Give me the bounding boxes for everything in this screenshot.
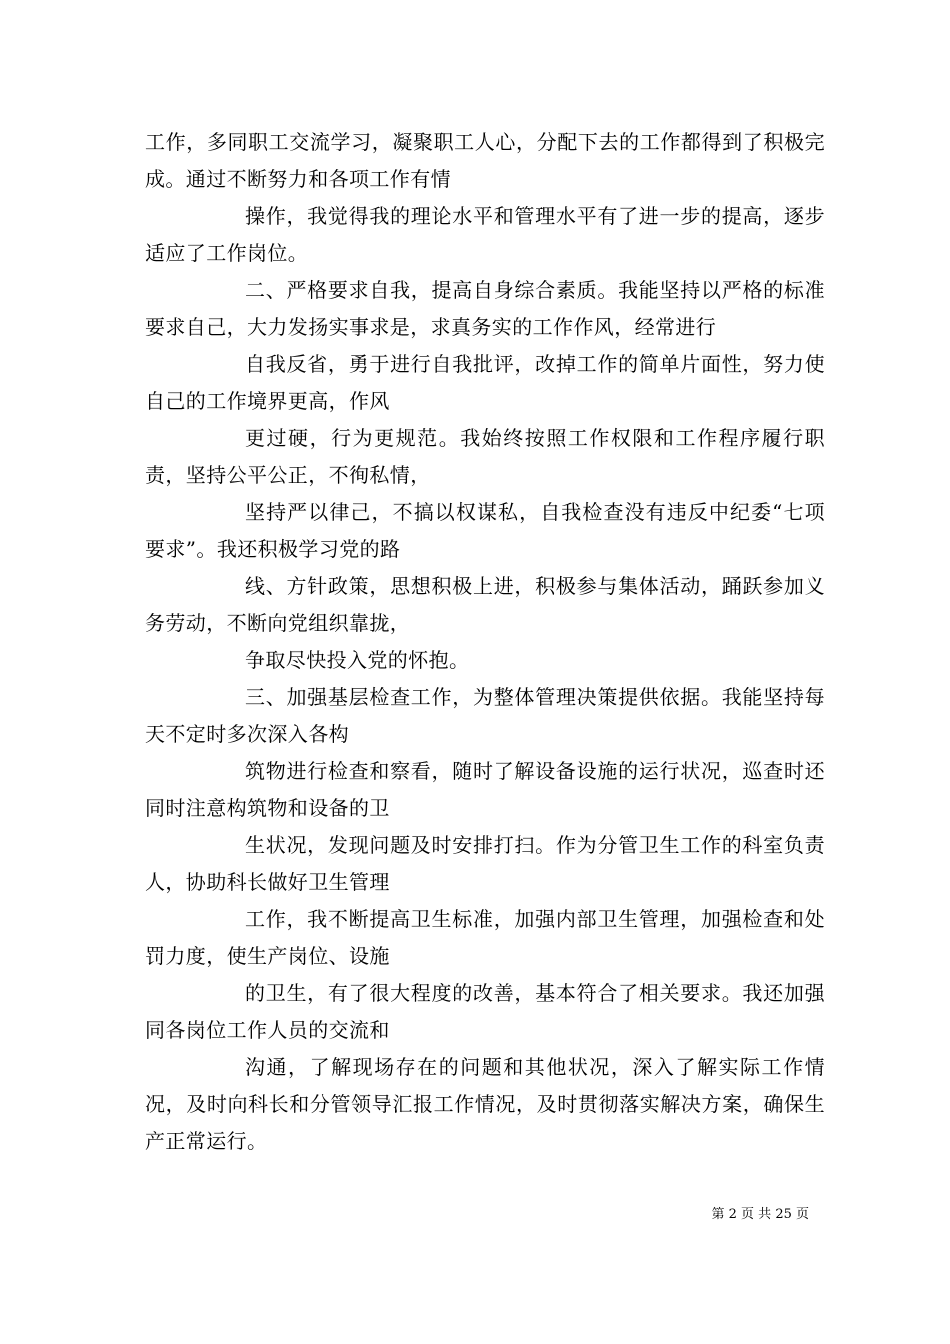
- paragraph-8: 争取尽快投入党的怀抱。: [245, 648, 470, 672]
- body-text: [145, 124, 825, 1160]
- paragraph-13: 的卫生，有了很大程度的改善，基本符合了相关要求。我还加强同各岗位工作人员的交流和: [145, 981, 825, 1042]
- paragraph-1: 工作，多同职工交流学习，凝聚职工人心，分配下去的工作都得到了积极完成。通过不断努力和各项工作有情: [145, 130, 825, 191]
- paragraph-10: 筑物进行检查和察看，随时了解设备设施的运行状况，巡查时还同时注意构筑物和设备的卫: [145, 759, 825, 820]
- paragraph-9: 三、加强基层检查工作，为整体管理决策提供依据。我能坚持每天不定时多次深入各构: [145, 685, 825, 746]
- paragraph-4: 自我反省，勇于进行自我批评，改掉工作的简单片面性，努力使自己的工作境界更高，作风: [145, 352, 825, 413]
- paragraph-11: 生状况，发现问题及时安排打扫。作为分管卫生工作的科室负责人，协助科长做好卫生管理: [145, 833, 825, 894]
- paragraph-3: 二、严格要求自我，提高自身综合素质。我能坚持以严格的标准要求自己，大力发扬实事求是，求真务实的工作作风，经常进行: [145, 278, 825, 339]
- paragraph-2: 操作，我觉得我的理论水平和管理水平有了进一步的提高，逐步适应了工作岗位。: [145, 204, 825, 265]
- paragraph-7: 线、方针政策，思想积极上进，积极参与集体活动，踊跃参加义务劳动，不断向党组织靠拢，: [145, 574, 825, 635]
- page-number-footer: 第 2 页 共 25 页: [711, 1207, 809, 1222]
- paragraph-14: 沟通，了解现场存在的问题和其他状况，深入了解实际工作情况，及时向科长和分管领导汇报工作情况，及时贯彻落实解决方案，确保生产正常运行。: [145, 1055, 825, 1153]
- paragraph-5: 更过硬，行为更规范。我始终按照工作权限和工作程序履行职责，坚持公平公正，不徇私情，: [145, 426, 825, 487]
- paragraph-12: 工作，我不断提高卫生标准，加强内部卫生管理，加强检查和处罚力度，使生产岗位、设施: [145, 907, 825, 968]
- paragraph-6: 坚持严以律己，不搞以权谋私，自我检查没有违反中纪委“七项要求”。我还积极学习党的路: [145, 500, 825, 561]
